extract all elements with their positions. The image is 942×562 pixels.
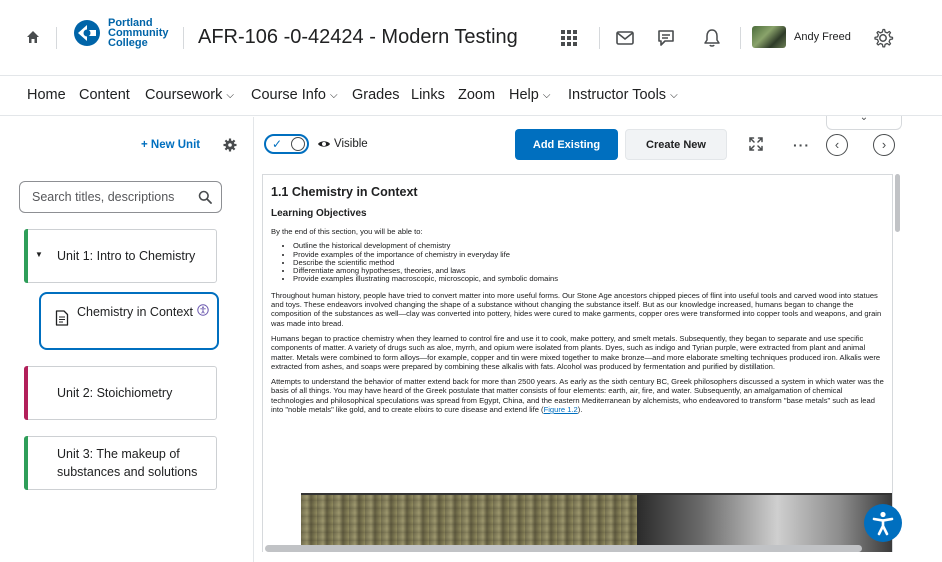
course-title[interactable]: AFR-106 -0-42424 - Modern Testing [198,26,518,48]
nav-home[interactable] [27,87,66,103]
avatar[interactable] [752,26,786,48]
gear-icon[interactable] [223,138,237,152]
topic-chemistry-in-context[interactable] [39,292,219,350]
topic-content [262,174,893,552]
chat-icon[interactable] [655,27,677,49]
more-options-icon[interactable]: ··· [793,137,810,153]
topic-title: 1.1 Chemistry in Context [271,185,418,199]
add-existing-button[interactable]: Add Existing [515,129,618,160]
create-new-button[interactable]: Create New [625,129,727,160]
search-input[interactable] [20,182,190,212]
top-header [0,0,942,76]
nav-instructor-tools[interactable] [568,87,678,103]
chevron-down-icon: ⌵ [542,90,551,101]
chevron-right-icon: › [881,137,887,152]
topic-label: Chemistry in Context [77,305,194,319]
scrollbar-thumb[interactable] [895,174,900,232]
unit-card-1[interactable] [24,229,217,283]
eye-icon [317,138,331,150]
objectives-intro: By the end of this section, you will be able to: [271,227,423,236]
nav-zoom-label: Zoom [458,87,496,103]
paragraph-text: ). [577,405,583,415]
gear-icon[interactable] [872,27,894,49]
chevron-down-icon: ⌵ [329,90,338,101]
accessibility-icon [864,504,902,542]
search-field [19,181,222,213]
nav-content-label: Content [79,87,130,103]
unit-color-bar [24,436,28,490]
college-logo-icon [72,18,102,48]
nav-help-label: Help [509,87,539,103]
nav-links[interactable] [411,87,445,103]
app-grid-icon[interactable] [558,27,580,49]
accessibility-icon [197,304,209,316]
alchemy-engraving-image [301,495,637,552]
paragraph [271,377,884,414]
objectives-list [293,242,884,283]
unit-label: Unit 1: Intro to Chemistry [57,249,196,263]
paragraph-text: Attempts to understand the behavior of matter extend back for more than 2500 years. As early as the sixth century BC, Greek philosophers discussed a system in which water was the basis of all things. You may have heard of the Greek postulate that matter consists of four elements: earth, air, fire, and water. Subsequently, an amalgamation of chemical technologies and philosophical speculations was spread from Egypt, China, and the eastern Mediterranean by alchemists, who endeavored to transform "base metals" such as lead into "noble metals" like gold, and to create elixirs to cure disease and extend life ( [271,377,884,415]
user-name[interactable]: Andy Freed [794,31,851,43]
content-sidebar [0,117,254,562]
visibility-toggle[interactable] [264,134,309,154]
chevron-left-icon: ‹ [834,137,840,152]
nav-course-info-label: Course Info [251,87,326,103]
header-divider [599,27,600,49]
header-divider [56,27,57,49]
college-name-line1: Portland [108,17,153,29]
previous-topic-button[interactable] [826,134,848,156]
nav-content[interactable] [79,87,130,103]
chevron-down-icon: ⌵ [670,90,678,101]
list-item: • Provide examples of the importance of chemistry in everyday life [293,251,884,259]
nav-coursework-label: Coursework [145,87,223,103]
nav-links-label: Links [411,87,445,103]
home-icon[interactable] [26,30,40,44]
nav-coursework[interactable] [145,87,234,103]
course-navbar [0,76,942,116]
header-divider [183,27,184,49]
toggle-knob [291,137,305,151]
photo-image [637,495,892,552]
collapse-header-button[interactable] [826,112,902,130]
unit-label: Unit 3: The makeup of substances and solutions [57,447,198,479]
nav-grades[interactable] [352,87,400,103]
list-item: • Describe the scientific method [293,259,884,267]
visible-label: Visible [334,138,368,150]
chevron-down-icon: ⌵ [226,90,234,101]
header-divider [740,27,741,49]
vertical-scrollbar[interactable] [894,174,902,234]
nav-instructor-tools-label: Instructor Tools [568,87,667,103]
list-item: • Outline the historical development of chemistry [293,242,884,250]
figure-image [301,493,892,552]
unit-card-3[interactable] [24,436,217,490]
unit-color-bar [24,366,28,420]
accessibility-widget-button[interactable] [864,504,902,542]
college-name-line2: Community [108,27,169,39]
new-unit-button[interactable]: + New Unit [141,139,201,151]
fullscreen-icon[interactable] [749,137,763,151]
list-item: • Provide examples illustrating macroscopic, microscopic, and symbolic domains [293,275,884,283]
college-name [108,18,169,48]
nav-course-info[interactable] [251,87,338,103]
nav-home-label: Home [27,87,66,103]
nav-zoom[interactable] [458,87,495,103]
check-icon: ✓ [272,137,283,151]
unit-label: Unit 2: Stoichiometry [57,386,173,400]
college-name-line3: College [108,37,148,49]
list-item: • Differentiate among hypotheses, theories, and laws [293,267,884,275]
document-icon [55,310,69,326]
paragraph: Humans began to practice chemistry when they learned to control fire and use it to cook, make pottery, and smelt metals. Subsequently, they began to separate and use specific components of matter. A variety of drugs such as aloe, myrrh, and opium were isolated from plants. Dyes, such as indigo and Tyrian purple, were extracted from plant and animal matter. Metals were combined to form alloys—for example, copper and tin were mixed together to make bronze—and more elaborate smelting techniques produced iron. Alkalis were extracted from ashes, and soaps were prepared by combining these alkalis with fats. Alcohol was produced by fermentation and purified by distillation. [271,333,881,371]
unit-card-2[interactable] [24,366,217,420]
college-logo[interactable] [72,18,169,48]
nav-grades-label: Grades [352,87,400,103]
search-icon[interactable] [198,190,212,204]
bell-icon[interactable] [701,27,723,49]
next-topic-button[interactable] [873,134,895,156]
objectives-heading: Learning Objectives [271,208,367,219]
figure-link[interactable]: Figure 1.2 [543,405,578,415]
chevron-down-icon: ⌄ [859,112,869,123]
paragraph: Throughout human history, people have tried to convert matter into more useful forms. Our Stone Age ancestors chipped pieces of flint into useful tools and carved wood into statues and toys. These endeavors involved changing the shape of a substance without changing the substance itself. But as our knowledge increased, humans began to change the composition of the substances as well—clay was converted into pottery, hides were cured to make garments, copper ores were transformed into copper tools and weapons, and grain was made into bread. [271,290,882,328]
unit-color-bar [24,229,28,283]
nav-help[interactable] [509,87,550,103]
mail-icon[interactable] [614,27,636,49]
horizontal-scrollbar[interactable] [265,545,862,552]
caret-down-icon[interactable]: ▼ [35,250,43,259]
